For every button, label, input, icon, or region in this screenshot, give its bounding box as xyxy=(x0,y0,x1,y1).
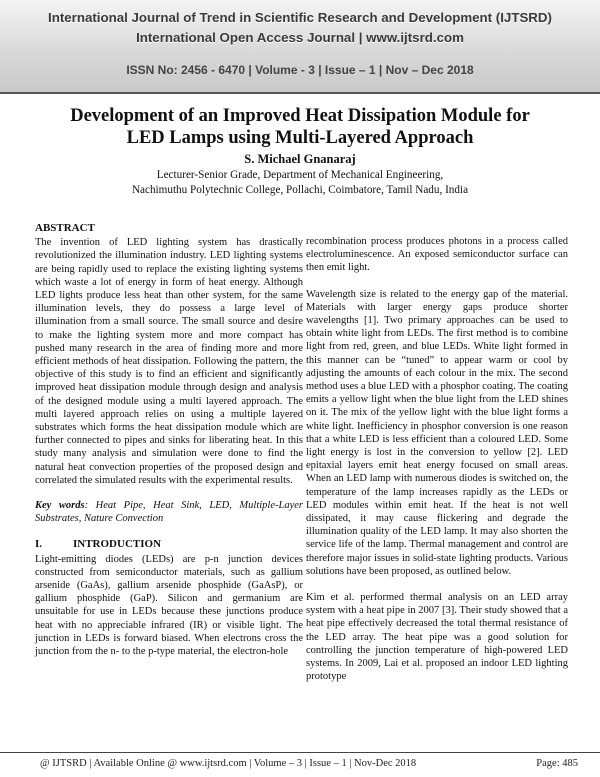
abstract-heading: ABSTRACT xyxy=(35,222,95,234)
affiliation-line-2: Nachimuthu Polytechnic College, Pollachi, Coimbatore, Tamil Nadu, India xyxy=(131,184,469,196)
intro-paragraph-1: Light-emitting diodes (LEDs) are p-n junction devices constructed from semiconductor materials, such as gallium arsenide (GaAs), gallium arsenide phosphide (GaAsP), or gallium phosphide (GaP). Silicon and germanium are unsuitable for use in LEDs because these junctions produce heat with no appreciable infrared (IR) or visible light. The junction in LEDs is forward biased. When electrons cross the junction from the n- to the p-type material, the electron-hole xyxy=(35,553,303,658)
journal-banner xyxy=(0,0,600,94)
footer-text: @ IJTSRD | Available Online @ www.ijtsrd.com | Volume – 3 | Issue – 1 | Nov-Dec 2018 xyxy=(40,758,417,769)
journal-subtitle: International Open Access Journal | www.ijtsrd.com xyxy=(136,30,464,45)
author-name: S. Michael Gnanaraj xyxy=(244,152,356,166)
right-paragraph-1: recombination process produces photons in a process called electroluminescence. An exposed semiconductor surface can then emit light. xyxy=(306,236,568,274)
affiliation-line-1: Lecturer-Senior Grade, Department of Mechanical Engineering, xyxy=(156,169,444,181)
issn-line: ISSN No: 2456 - 6470 | Volume - 3 | Issue – 1 | Nov – Dec 2018 xyxy=(126,63,474,77)
right-paragraph-2: Wavelength size is related to the energy gap of the material. Materials with larger energy gaps produce shorter wavelengths [1]. Two primary approaches can be used to obtain white light from LEDs. The first method is to combine light from red, green, and blue LEDs. White light formed in this manner can be “tuned” to appear warm or cool by adjusting the amounts of each colour in the mix. The second method uses a blue LED with a phosphor coating. The coating emits a yellow light when the blue light from the LED shines on it. The mix of the yellow light with the blue light forms a white light. Inefficiency in phosphor conversion is one reason that a white LED is less efficient than a coloured LED. Some light energy is lost in the conversion to yellow [2]. LED epitaxial layers emit heat energy focused on small areas. When an LED lamp with numerous diodes is switched on, the temperature of the lamp increases rapidly as the LEDs or LED modules within emit heat. If the heat is not well dissipated, it may cause flickering and degrade the illumination quality of the LED lamp. It may also shorten the service life of the lamp. Thermal management and control are therefore major issues in solid-state lighting products. Various solutions have been proposed, as outlined below. xyxy=(306,288,568,577)
author-affiliation xyxy=(0,168,600,198)
section-title: INTRODUCTION xyxy=(73,538,162,551)
journal-name: International Journal of Trend in Scientific Research and Development (IJTSRD) xyxy=(48,10,552,25)
page-number: Page: 485 xyxy=(536,758,578,769)
right-column xyxy=(306,235,568,697)
paper-title xyxy=(20,105,580,149)
right-paragraph-3: Kim et al. performed thermal analysis on an LED array system with a heat pipe in 2007 [3]. Their study showed that a heat pipe effectively decreased the total thermal resistance of the LED array. The heat pipe was a good solution for controlling the junction temperature of high-powered LED systems. In 2009, Lai et al. proposed an indoor LED lighting prototype xyxy=(306,592,568,683)
title-line-2: LED Lamps using Multi-Layered Approach xyxy=(126,128,474,148)
page-footer xyxy=(0,752,600,777)
keywords-label: Key words xyxy=(35,500,85,512)
abstract-text: The invention of LED lighting system has drastically revolutionized the illumination industry. LED lighting systems are being rapidly used to replace the existing lighting systems which waste a lot of energy in form of heat energy. Although LED lights produce less heat than other system, for the same illumination levels, they do possess a large level of illumination from a small source. The small source and desire to make the lighting system more and more compact has pushed many research in the area of finding more and more efficient methods of heat dissipation. Following the pattern, the objective of this study is to find an efficient and significantly improved heat dissipation module through design and analysis of the designed module using a multi layered approach. The multi layered approach relies on using a multiple layered substrates which forms the heat dissipation module which are further connected to pipes and sinks for liberating heat. In this study many analysis and simulation were done to find the natural heat convection properties of the proposed design and correlated the simulated results with the experimental results. xyxy=(35,237,303,486)
section-number: I. xyxy=(35,538,43,551)
keywords-text: : Heat Pipe, Heat Sink, LED, Multiple-Layer Substrates, Nature Convection xyxy=(35,500,304,525)
introduction-heading xyxy=(35,538,303,551)
keywords xyxy=(35,499,303,525)
title-line-1: Development of an Improved Heat Dissipation Module for xyxy=(70,106,530,126)
left-column xyxy=(35,222,303,658)
